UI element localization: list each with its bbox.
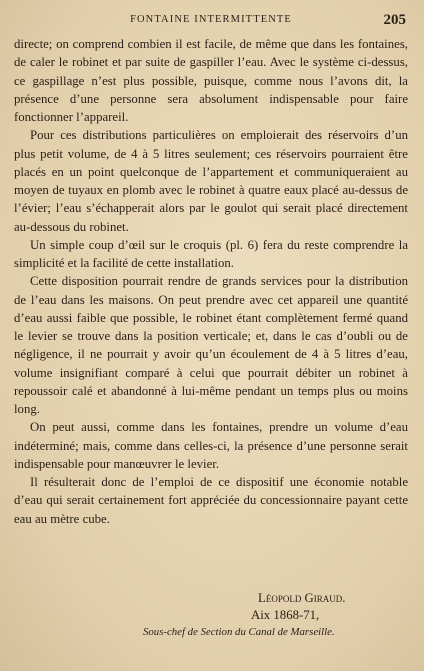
paragraph-3: Un simple coup d’œil sur le croquis (pl. 6) fera du reste comprendre la simplicité et la facilité de cette installation. xyxy=(14,237,408,270)
body-text xyxy=(14,35,408,528)
page-header xyxy=(14,12,408,30)
author-name: Léopold Giraud. xyxy=(258,591,346,605)
paragraph-1: directe; on comprend combien il est facile, de même que dans les fontaines, de caler le robinet et par suite de gaspiller l’eau. Avec le système ci-dessus, ce gaspillage n’est plus possible, puisque, comme nous l’avons dit, la présence d’une personne sera absolument indispensable pour faire fonctionner l’appareil. xyxy=(14,37,408,124)
author-title: Sous-chef de Section du Canal de Marseille. xyxy=(143,626,335,638)
running-title: FONTAINE INTERMITTENTE xyxy=(130,14,292,25)
paragraph-4: Cette disposition pourrait rendre de grands services pour la distribution de l’eau dans les maisons. On peut prendre avec cet appareil une quantité d’eau aussi faible que possible, le robinet étant complètement fermé quand le levier se trouve dans la position verticale; et, dans le cas d’oubli ou de négligence, il ne pourrait y avoir qu’un écoulement de 4 à 5 litres d’eau, volume insignifiant comparé à celui que pourrait débiter un robinet à repoussoir calé et abandonné à lui-même pendant un temps plus ou moins long. xyxy=(14,274,408,416)
paragraph-5: On peut aussi, comme dans les fontaines, prendre un volume d’eau indéterminé; mais, comme dans celles-ci, la présence d’une personne serait indispensable pour manœuvrer le levier. xyxy=(14,420,408,471)
page-number: 205 xyxy=(383,12,406,28)
paragraph-2: Pour ces distributions particulières on emploierait des réservoirs d’un plus petit volume, de 4 à 5 litres seulement; ces réservoirs pourraient être placés en un point quelconque de l’appartement et communiqueraient au moyen de tuyaux en plomb avec le robinet à quatre eaux placé au-dessus de l’évier; l’eau s’échapperait alors par le goulot qui serait placé directement au-dessous du robinet. xyxy=(14,128,408,234)
paragraph-6: Il résulterait donc de l’emploi de ce dispositif une économie notable d’eau qui serait certainement fort appréciée du concessionnaire payant cette eau au mètre cube. xyxy=(14,475,408,526)
place-date: Aix 1868-71, xyxy=(251,608,320,622)
